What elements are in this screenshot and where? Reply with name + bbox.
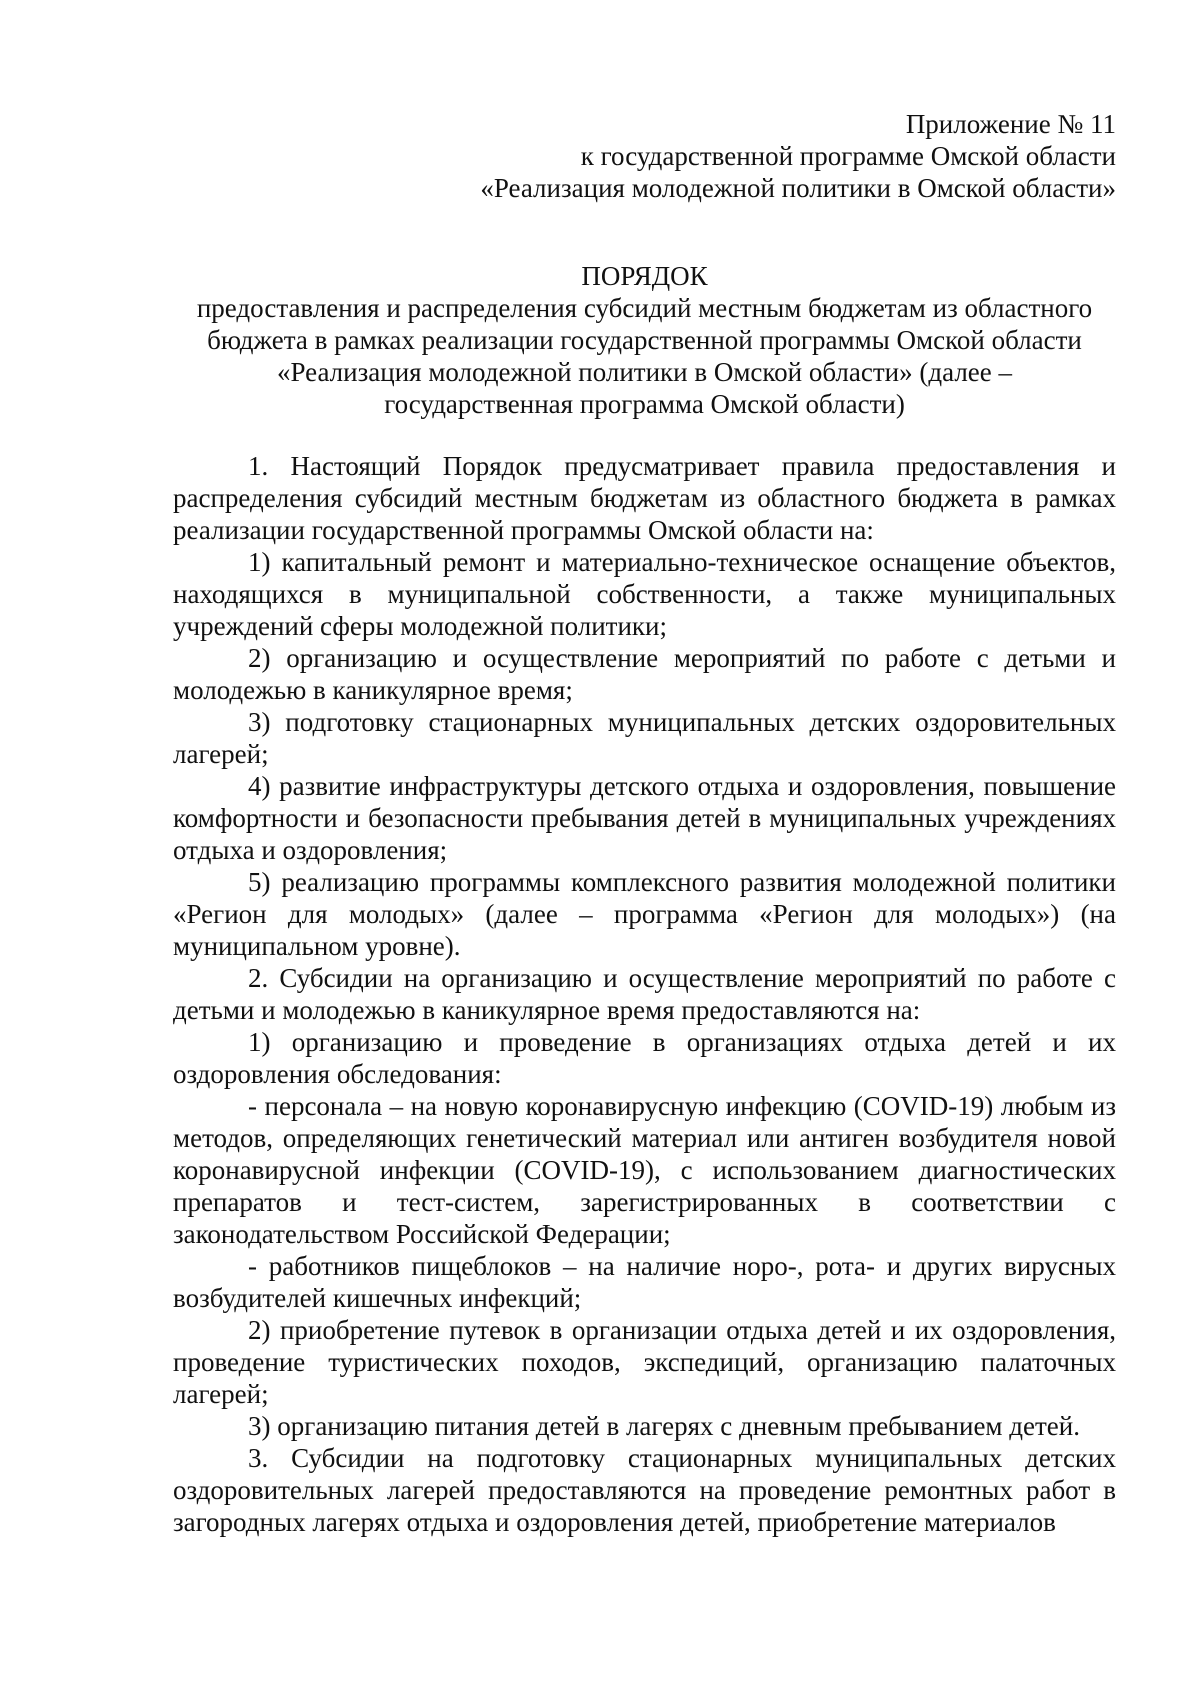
paragraph-2-item: 1) организацию и проведение в организациях отдыха детей и их оздоровления обследования: [173,1027,1116,1089]
paragraph-2: 2. Субсидии на организацию и осуществление мероприятий по работе с детьми и молодежью в каникулярное время предоставляются на: [173,963,1116,1025]
paragraph-1-item: 3) подготовку стационарных муниципальных детских оздоровительных лагерей; [173,707,1116,769]
paragraph-2-item: - персонала – на новую коронавирусную инфекцию (COVID-19) любым из методов, определяющих генетический материал или антиген возбудителя новой коронавирусной инфекции (COVID-19), с использованием диагностических препаратов и тест-систем, зарегистрированных в соответствии с законодательством Российской Федерации; [173,1091,1116,1249]
document-subtitle [173,292,1116,420]
paragraph-1-item: 2) организацию и осуществление мероприятий по работе с детьми и молодежью в каникулярное время; [173,643,1116,705]
document-title: ПОРЯДОК [581,261,708,291]
appendix-block [173,108,1116,204]
document-page [173,108,1116,1538]
paragraph-2-item: - работников пищеблоков – на наличие норо-, рота- и других вирусных возбудителей кишечных инфекций; [173,1251,1116,1313]
paragraph-2-item: 2) приобретение путевок в организации отдыха детей и их оздоровления, проведение туристических походов, экспедиций, организацию палаточных лагерей; [173,1315,1116,1409]
paragraph-1: 1. Настоящий Порядок предусматривает правила предоставления и распределения субсидий местным бюджетам из областного бюджета в рамках реализации государственной программы Омской области на: [173,451,1116,545]
document-body [173,450,1116,1538]
subtitle-line: предоставления и распределения субсидий местным бюджетам из областного [196,293,1093,323]
subtitle-line: бюджета в рамках реализации государственной программы Омской области [207,325,1082,355]
subtitle-line: государственная программа Омской области) [384,389,905,419]
paragraph-1-item: 5) реализацию программы комплексного развития молодежной политики «Регион для молодых» (далее – программа «Регион для молодых») (на муниципальном уровне). [173,867,1116,961]
appendix-program-name: «Реализация молодежной политики в Омской области» [480,173,1116,203]
document-heading [173,260,1116,420]
appendix-program-ref: к государственной программе Омской области [580,141,1116,171]
paragraph-2-item: 3) организацию питания детей в лагерях с дневным пребыванием детей. [248,1411,1080,1441]
paragraph-3: 3. Субсидии на подготовку стационарных муниципальных детских оздоровительных лагерей предоставляются на проведение ремонтных работ в загородных лагерях отдыха и оздоровления детей, приобретение материалов [173,1443,1116,1537]
subtitle-line: «Реализация молодежной политики в Омской области» (далее – [276,357,1013,387]
paragraph-1-item: 1) капитальный ремонт и материально-техническое оснащение объектов, находящихся в муниципальной собственности, а также муниципальных учреждений сферы молодежной политики; [173,547,1116,641]
paragraph-1-item: 4) развитие инфраструктуры детского отдыха и оздоровления, повышение комфортности и безопасности пребывания детей в муниципальных учреждениях отдыха и оздоровления; [173,771,1116,865]
appendix-number: Приложение № 11 [905,109,1116,139]
